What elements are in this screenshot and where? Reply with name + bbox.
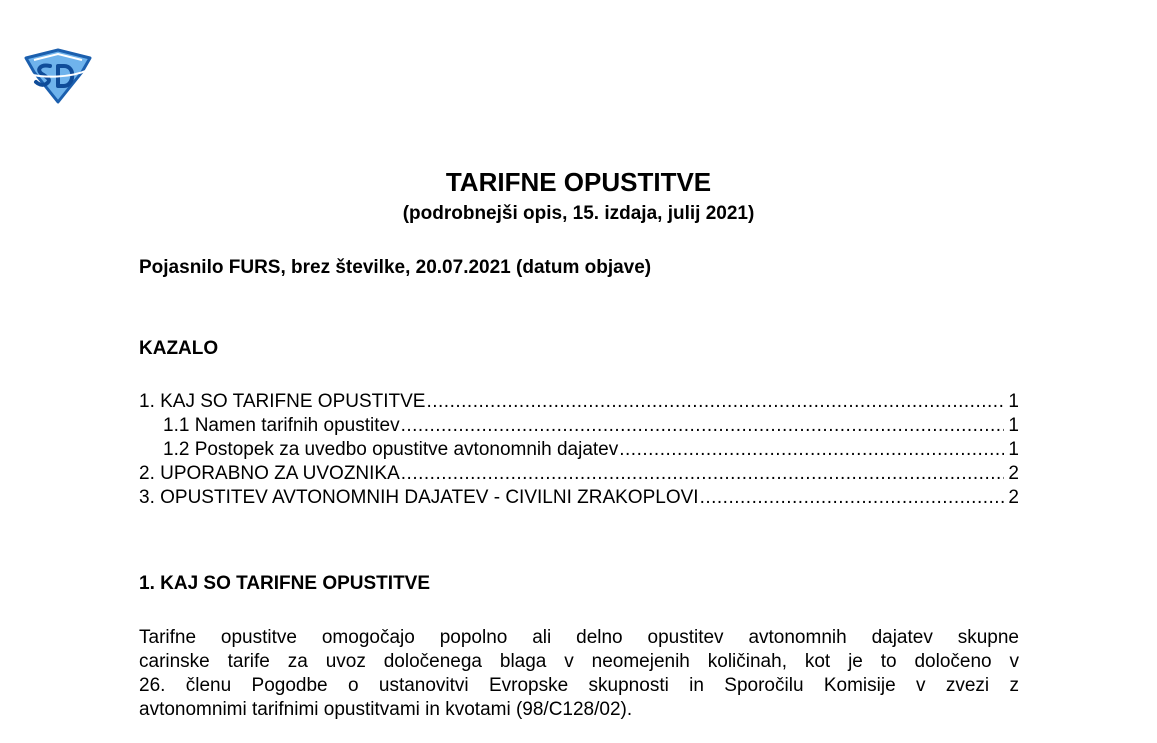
toc-entry-page: 1 [1008, 391, 1019, 412]
toc-entry-label: 3. OPUSTITEV AVTONOMNIH DAJATEV - CIVILNI ZRAKOPLOVI [139, 487, 699, 508]
document-subtitle: (podrobnejši opis, 15. izdaja, julij 2021) [402, 203, 755, 224]
document-title: TARIFNE OPUSTITVE [445, 167, 712, 197]
table-of-contents [139, 390, 1019, 510]
toc-leader-dots [619, 438, 1004, 462]
toc-entry-page: 1 [1008, 415, 1019, 436]
toc-entry[interactable] [139, 462, 1019, 486]
toc-entry-label: 2. UPORABNO ZA UVOZNIKA [139, 463, 400, 484]
paragraph-line: avtonomnimi tarifnimi opustitvami in kvotami (98/C128/02). [139, 699, 633, 720]
toc-entry-label: 1.2 Postopek za uvedbo opustitve avtonomnih dajatev [163, 439, 619, 460]
toc-leader-dots [700, 486, 1005, 510]
toc-entry-page: 2 [1008, 463, 1019, 484]
body-paragraph [139, 626, 1019, 722]
toc-entry-label: 1.1 Namen tarifnih opustitev [163, 415, 400, 436]
paragraph-line: 26. členu Pogodbe o ustanovitvi Evropske skupnosti in Sporočilu Komisije v zvezi z [139, 675, 1019, 696]
toc-entry[interactable] [139, 486, 1019, 510]
toc-leader-dots [426, 390, 1004, 414]
publication-notice: Pojasnilo FURS, brez številke, 20.07.2021 (datum objave) [139, 257, 652, 278]
sd-shield-logo-icon [20, 48, 96, 104]
toc-entry-page: 2 [1008, 487, 1019, 508]
section-heading: 1. KAJ SO TARIFNE OPUSTITVE [139, 573, 431, 594]
toc-entry[interactable] [139, 414, 1019, 438]
toc-entry-label: 1. KAJ SO TARIFNE OPUSTITVE [139, 391, 426, 412]
paragraph-line: carinske tarife za uvoz določenega blaga v neomejenih količinah, kot je to določeno v [139, 651, 1019, 672]
paragraph-line: Tarifne opustitve omogočajo popolno ali delno opustitev avtonomnih dajatev skupne [139, 627, 1019, 648]
toc-leader-dots [401, 414, 1005, 438]
toc-leader-dots [401, 462, 1005, 486]
toc-entry-page: 1 [1008, 439, 1019, 460]
toc-heading: KAZALO [139, 338, 219, 359]
toc-entry[interactable] [139, 390, 1019, 414]
toc-entry[interactable] [139, 438, 1019, 462]
